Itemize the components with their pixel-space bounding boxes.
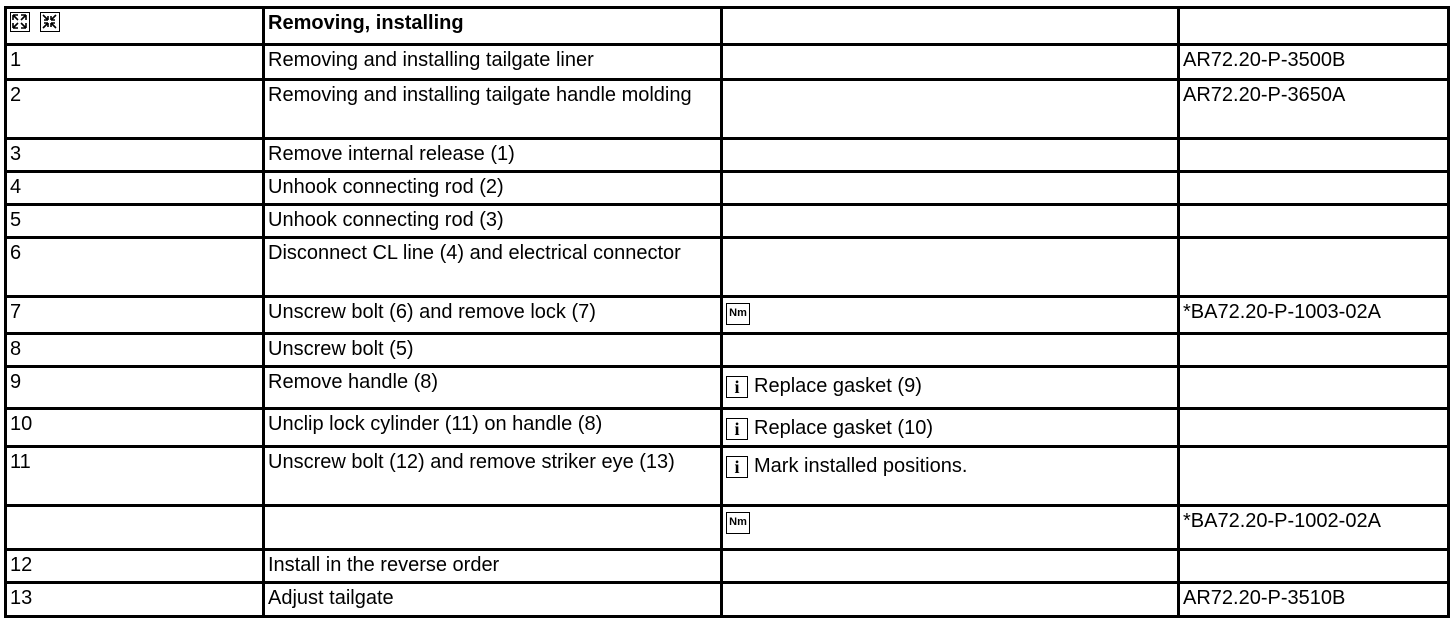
table-row	[6, 297, 1449, 334]
step-reference-link[interactable]: AR72.20-P-3500B	[1179, 45, 1449, 80]
step-reference-link	[1179, 367, 1449, 409]
procedure-table	[4, 6, 1450, 618]
step-action: Unscrew bolt (5)	[264, 334, 722, 367]
table-row	[6, 409, 1449, 447]
step-reference-link	[1179, 172, 1449, 205]
step-number	[6, 506, 264, 550]
step-action: Removing and installing tailgate handle molding	[264, 80, 722, 139]
step-note-cell	[722, 238, 1179, 297]
table-row	[6, 205, 1449, 238]
step-reference-link	[1179, 238, 1449, 297]
table-row	[6, 238, 1449, 297]
step-note-cell	[722, 334, 1179, 367]
header-empty-cell	[722, 8, 1179, 45]
step-reference-link[interactable]: AR72.20-P-3650A	[1179, 80, 1449, 139]
step-action	[264, 506, 722, 550]
step-note-cell	[722, 409, 1179, 447]
step-action: Install in the reverse order	[264, 550, 722, 583]
step-number: 3	[6, 139, 264, 172]
step-note-cell	[722, 205, 1179, 238]
step-reference-link[interactable]: *BA72.20-P-1002-02A	[1179, 506, 1449, 550]
step-note-cell	[722, 139, 1179, 172]
step-number: 4	[6, 172, 264, 205]
step-note-cell	[722, 447, 1179, 506]
table-row	[6, 139, 1449, 172]
header-row	[6, 8, 1449, 45]
step-number: 6	[6, 238, 264, 297]
step-reference-link	[1179, 334, 1449, 367]
table-row	[6, 550, 1449, 583]
step-note-text: Mark installed positions.	[754, 455, 968, 477]
step-action: Unhook connecting rod (3)	[264, 205, 722, 238]
step-note-cell	[722, 45, 1179, 80]
step-number: 5	[6, 205, 264, 238]
table-row	[6, 334, 1449, 367]
step-note-text: Replace gasket (10)	[754, 417, 933, 439]
table-row	[6, 447, 1449, 506]
torque-nm-icon[interactable]: Nm	[726, 303, 750, 325]
step-note-cell	[722, 550, 1179, 583]
step-reference-link	[1179, 139, 1449, 172]
step-note-cell	[722, 297, 1179, 334]
step-action: Remove internal release (1)	[264, 139, 722, 172]
table-row	[6, 45, 1449, 80]
step-note-cell	[722, 172, 1179, 205]
step-number: 12	[6, 550, 264, 583]
step-number: 7	[6, 297, 264, 334]
step-action: Disconnect CL line (4) and electrical connector	[264, 238, 722, 297]
step-action: Removing and installing tailgate liner	[264, 45, 722, 80]
info-icon[interactable]: i	[726, 456, 748, 478]
step-reference-link	[1179, 447, 1449, 506]
step-number: 1	[6, 45, 264, 80]
step-action: Unclip lock cylinder (11) on handle (8)	[264, 409, 722, 447]
step-reference-link[interactable]: AR72.20-P-3510B	[1179, 583, 1449, 617]
step-reference-link	[1179, 550, 1449, 583]
step-number: 2	[6, 80, 264, 139]
step-note-cell	[722, 583, 1179, 617]
table-row	[6, 172, 1449, 205]
step-number: 11	[6, 447, 264, 506]
header-title-text: Removing, installing	[268, 12, 464, 34]
header-empty-cell	[1179, 8, 1449, 45]
header-title	[264, 8, 722, 45]
step-action: Unhook connecting rod (2)	[264, 172, 722, 205]
step-note-cell	[722, 367, 1179, 409]
step-number: 9	[6, 367, 264, 409]
table-row	[6, 583, 1449, 617]
table-row	[6, 80, 1449, 139]
collapse-icon[interactable]	[40, 12, 60, 32]
expand-icon[interactable]	[10, 12, 30, 32]
step-reference-link	[1179, 409, 1449, 447]
step-note-cell	[722, 80, 1179, 139]
step-action: Unscrew bolt (6) and remove lock (7)	[264, 297, 722, 334]
step-number: 13	[6, 583, 264, 617]
step-action: Remove handle (8)	[264, 367, 722, 409]
step-action: Unscrew bolt (12) and remove striker eye (13)	[264, 447, 722, 506]
info-icon[interactable]: i	[726, 376, 748, 398]
info-icon[interactable]: i	[726, 418, 748, 440]
step-note-cell	[722, 506, 1179, 550]
header-icons-cell	[6, 8, 264, 45]
torque-nm-icon[interactable]: Nm	[726, 512, 750, 534]
step-reference-link[interactable]: *BA72.20-P-1003-02A	[1179, 297, 1449, 334]
step-number: 8	[6, 334, 264, 367]
step-note-text: Replace gasket (9)	[754, 375, 922, 397]
step-reference-link	[1179, 205, 1449, 238]
step-action: Adjust tailgate	[264, 583, 722, 617]
step-number: 10	[6, 409, 264, 447]
table-row	[6, 506, 1449, 550]
procedure-table-wrapper	[4, 6, 1450, 618]
table-row	[6, 367, 1449, 409]
